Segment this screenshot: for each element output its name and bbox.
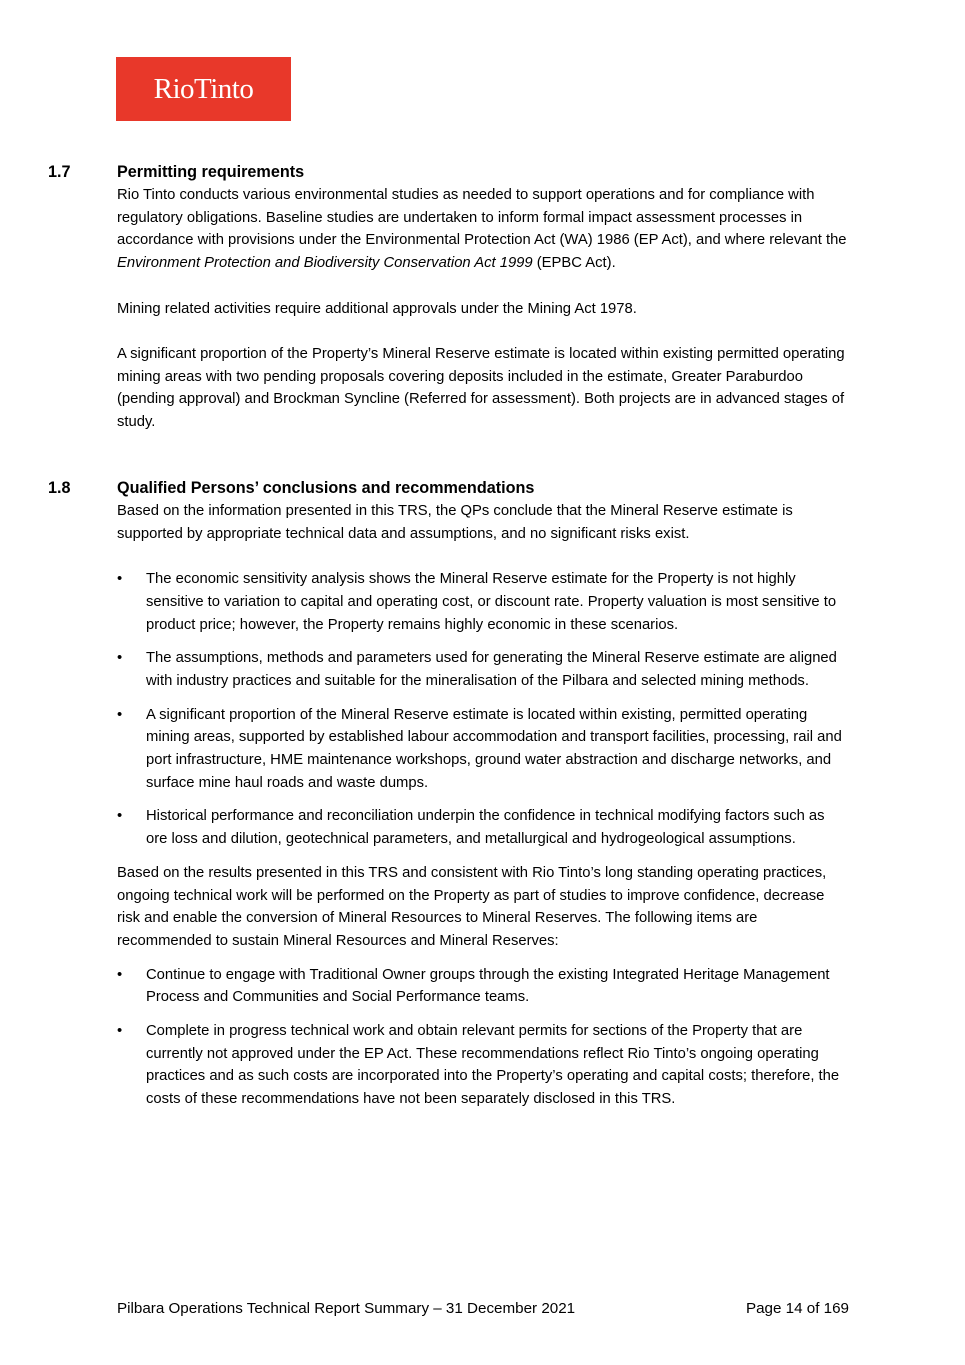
paragraph-recommendations: Based on the results presented in this TRS and consistent with Rio Tinto’s long standing operating practices, ongoing technical work will be performed on the Property as part of studies to improve confidence, decrease risk and enable the conversion of Mineral Resources to Mineral Reserves. The following items are recommended to sustain Mineral Resources and Mineral Reserves: — [117, 864, 827, 949]
section-heading — [48, 161, 848, 184]
act-title-italic: Environment Protection and Biodiversity Conservation Act 1999 — [117, 255, 533, 272]
section-title: Qualified Persons’ conclusions and recommendations — [117, 479, 535, 497]
recommendations-list — [117, 964, 850, 1111]
list-item: • Complete in progress technical work and obtain relevant permits for sections of the Property that are currently not approved under the EP Act. These recommendations reflect Rio Tinto’s ongoing operating practices and as such costs are incorporated into the Property’s operating and capital costs; therefore, the costs of these recommendations have not been separately disclosed in this TRS. — [117, 1023, 840, 1108]
paragraph-reserve-permits: A significant proportion of the Property’s Mineral Reserve estimate is located within existing permitted operating mining areas with two pending proposals covering deposits included in the estimate, Greater Paraburdoo (pending approval) and Brockman Syncline (Referred for assessment). Both projects are in advanced stages of study. — [117, 345, 845, 430]
section-1-8 — [48, 477, 848, 1122]
section-body — [117, 184, 850, 434]
section-1-7 — [48, 161, 848, 456]
section-number: 1.7 — [48, 163, 71, 181]
section-heading — [48, 477, 848, 500]
rio-tinto-logo — [116, 57, 291, 121]
footer-page-number: Page 14 of 169 — [745, 1300, 849, 1317]
section-body — [117, 500, 850, 1111]
paragraph-mining-act: Mining related activities require additional approvals under the Mining Act 1978. — [117, 300, 637, 317]
conclusions-list — [117, 568, 850, 851]
list-item: • The assumptions, methods and parameters used for generating the Mineral Reserve estimate are aligned with industry practices and suitable for the mineralisation of the Pilbara and selected mining methods. — [117, 650, 837, 689]
list-item: • Historical performance and reconciliation underpin the confidence in technical modifying factors such as ore loss and dilution, geotechnical parameters, and metallurgical and hydrogeological assumptions. — [117, 808, 825, 848]
list-item: • Continue to engage with Traditional Owner groups through the existing Integrated Heritage Management Process and Communities and Social Performance teams. — [117, 966, 830, 1006]
list-item: • A significant proportion of the Mineral Reserve estimate is located within existing, permitted operating mining areas, supported by established labour accommodation and transport facilities, processing, rail and port infrastructure, HME maintenance workshops, ground water abstraction and discharge networks, and surface mine haul roads and waste dumps. — [117, 706, 842, 791]
paragraph-intro: Based on the information presented in this TRS, the QPs conclude that the Mineral Reserve estimate is supported by appropriate technical data and assumptions, and no significant risks exist. — [117, 503, 793, 542]
logo-text: RioTinto — [153, 72, 254, 105]
footer-document-title: Pilbara Operations Technical Report Summary – 31 December 2021 — [117, 1300, 576, 1317]
paragraph-studies: Rio Tinto conducts various environmental studies as needed to support operations and for compliance with regulatory obligations. Baseline studies are undertaken to inform formal impact assessment processes in accordance with provisions under the Environmental Protection Act (WA) 1986 (EP Act), and where relevant the Environment Protection and Biodiversity Conservation Act 1999 (EPBC Act). — [117, 187, 847, 272]
section-number: 1.8 — [48, 479, 71, 497]
page-footer — [117, 1298, 849, 1320]
section-title: Permitting requirements — [117, 163, 305, 181]
list-item: • The economic sensitivity analysis shows the Mineral Reserve estimate for the Property is not highly sensitive to variation to capital and operating cost, or discount rate. Property valuation is most sensitive to product price; however, the Property remains highly economic in these scenarios. — [117, 571, 837, 633]
